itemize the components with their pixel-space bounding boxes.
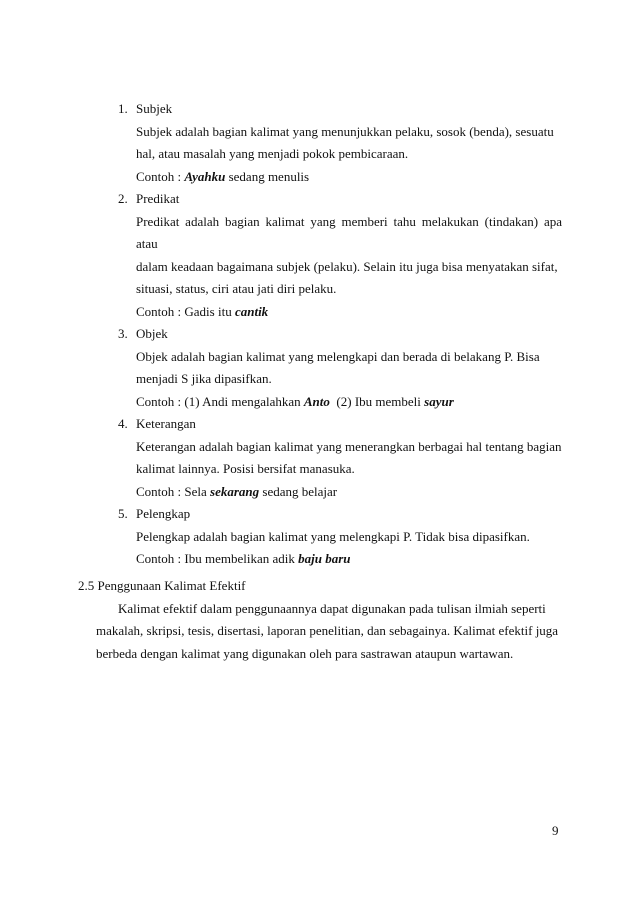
list-item-number: 4.: [118, 416, 128, 431]
list-item-number: 5.: [118, 506, 128, 521]
element-list: [0, 98, 638, 571]
example-text: sedang menulis: [225, 168, 310, 184]
example-text: sedang belajar: [259, 483, 338, 499]
list-item-title: Subjek: [136, 101, 173, 116]
paragraph-line: Kalimat efektif dalam penggunaannya dapat digunakan pada tulisan ilmiah seperti: [118, 600, 546, 616]
example-emphasis: sekarang: [210, 483, 260, 499]
section-heading: 2.5 Penggunaan Kalimat Efektif: [78, 578, 246, 593]
definition-line: kalimat lainnya. Posisi bersifat manasuka.: [136, 461, 355, 476]
section-paragraph: [96, 598, 566, 666]
definition-line: Predikat adalah bagian kalimat yang memberi tahu melakukan (tindakan) apa atau: [136, 213, 562, 251]
list-item: [0, 503, 638, 571]
list-item: [0, 413, 638, 503]
definition-line: Subjek adalah bagian kalimat yang menunjukkan pelaku, sosok (benda), sesuatu: [136, 123, 554, 139]
list-item-number: 1.: [118, 101, 128, 116]
list-item: [0, 323, 638, 413]
example-emphasis: sayur: [424, 393, 454, 409]
example-line: [136, 301, 638, 324]
example-text: (2) Ibu membeli: [329, 393, 425, 409]
definition-line: Objek adalah bagian kalimat yang melengkapi dan berada di belakang P. Bisa: [136, 348, 540, 364]
paragraph-line: berbeda dengan kalimat yang digunakan oleh para sastrawan ataupun wartawan.: [96, 645, 514, 661]
example-text: Contoh : Gadis itu: [136, 303, 235, 319]
list-item: [0, 188, 638, 323]
definition-line: Keterangan adalah bagian kalimat yang menerangkan berbagai hal tentang bagian: [136, 438, 562, 454]
section-2-5: [78, 575, 558, 665]
definition-line: situasi, status, ciri atau jati diri pelaku.: [136, 281, 337, 296]
example-emphasis: cantik: [234, 303, 269, 319]
example-emphasis: Anto: [303, 393, 330, 409]
definition-line: dalam keadaan bagaimana subjek (pelaku). Selain itu juga bisa menyatakan sifat,: [136, 258, 558, 274]
list-item-title: Objek: [136, 326, 168, 341]
example-line: [136, 548, 638, 571]
example-text: Contoh : (1) Andi mengalahkan: [136, 393, 304, 409]
definition-line: menjadi S jika dipasifkan.: [136, 371, 272, 386]
example-text: Contoh : Sela: [136, 483, 211, 499]
list-item-title: Pelengkap: [136, 506, 191, 521]
example-line: [136, 481, 638, 504]
example-line: [136, 391, 638, 414]
example-text: Contoh :: [136, 168, 185, 184]
list-item-title: Predikat: [136, 191, 180, 206]
list-item: [0, 98, 638, 188]
paragraph-line: makalah, skripsi, tesis, disertasi, laporan penelitian, dan sebagainya. Kalimat efektif juga: [96, 623, 559, 638]
example-emphasis: baju baru: [298, 551, 351, 566]
example-line: [136, 166, 638, 189]
list-item-number: 2.: [118, 191, 128, 206]
example-emphasis: Ayahku: [184, 168, 226, 184]
list-item-number: 3.: [118, 326, 128, 341]
list-item-title: Keterangan: [136, 416, 196, 431]
definition-line: Pelengkap adalah bagian kalimat yang melengkapi P. Tidak bisa dipasifkan.: [136, 528, 530, 544]
definition-line: hal, atau masalah yang menjadi pokok pembicaraan.: [136, 146, 409, 161]
page-number: 9: [552, 823, 559, 838]
example-text: Contoh : Ibu membelikan adik: [136, 551, 299, 566]
